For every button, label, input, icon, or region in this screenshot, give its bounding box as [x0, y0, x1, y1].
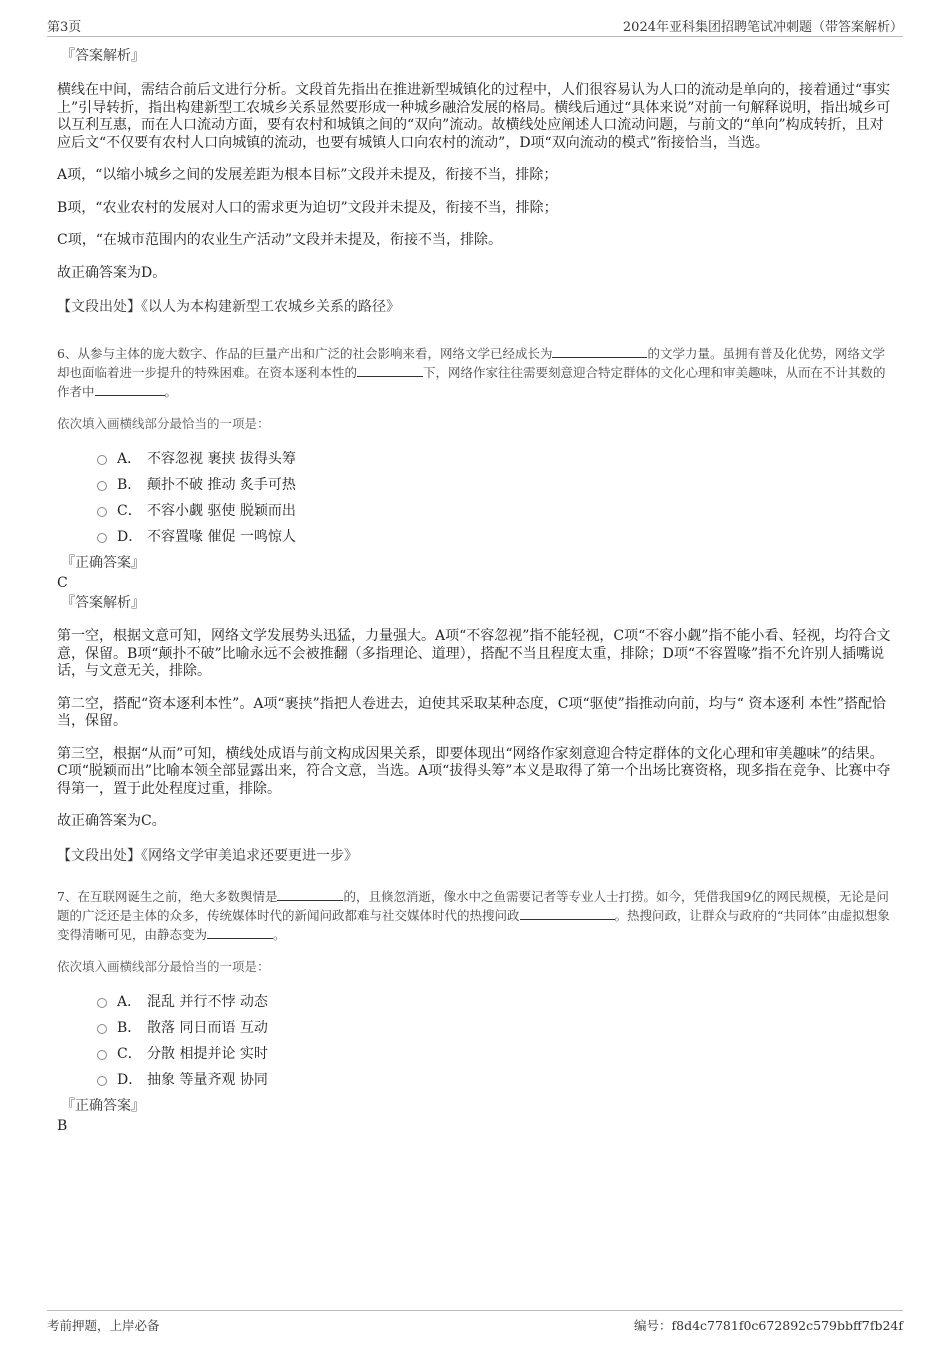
document-serial: 编号：f8d4c7781f0c672892c579bbff7fb24f	[633, 1318, 903, 1333]
radio-icon[interactable]	[97, 1024, 107, 1034]
radio-icon[interactable]	[97, 1076, 107, 1086]
page-header	[47, 14, 903, 37]
q7-option-b[interactable]: B． 散落 同日而语 互动	[97, 1014, 893, 1040]
page-number: 第3页	[47, 20, 82, 35]
q6-stem: 6、从参与主体的庞大数字、作品的巨量产出和广泛的社会影响来看，网络文学已经成长为 的文学力量。虽拥有普及化优势，网络文学却也面临着进一步提升的特殊困难。在资本逐利本性的 下，网络作家往往需要刻意迎合特定群体的文化心理和审美趣味，从而在不计其数的作者中 。	[57, 346, 886, 399]
q6-analysis-2: 第二空，搭配“资本逐利本性”。A项“裹挟”指把人卷进去，迫使其采取某种态度，C项“驱使”指推动向前，均与“ 资本逐利 本性”搭配恰当，保留。	[57, 695, 886, 729]
q5-conclusion: 故正确答案为D。	[57, 264, 167, 281]
fill-blank	[552, 345, 647, 358]
fill-blank	[357, 364, 423, 377]
footer-slogan: 考前押题，上岸必备	[47, 1318, 160, 1333]
q7-answer-tag: 『正确答案』	[61, 1097, 145, 1114]
q6-prompt: 依次填入画横线部分最恰当的一项是：	[57, 416, 270, 431]
q5-eliminate-b: B项，“农业农村的发展对人口的需求更为迫切”文段并未提及，衔接不当，排除；	[57, 199, 558, 216]
fill-blank	[207, 926, 273, 939]
radio-icon[interactable]	[97, 455, 107, 465]
q5-eliminate-c: C项，“在城市范围内的农业生产活动”文段并未提及，衔接不当，排除。	[57, 232, 503, 248]
q6-answer: C	[57, 575, 68, 591]
q6-option-b[interactable]: B． 颠扑不破 推动 炙手可热	[97, 471, 893, 497]
q5-source: 【文段出处】《以人为本构建新型工农城乡关系的路径》	[57, 299, 400, 315]
document-title: 2024年亚科集团招聘笔试冲刺题（带答案解析）	[622, 20, 903, 35]
q7-stem: 7、在互联网诞生之前，绝大多数舆情是 的，且倏忽消逝，像水中之鱼需要记者等专业人士打捞。如今，凭借我国9亿的网民规模，无论是问题的广泛还是主体的众多，传统媒体时代的新闻问政都难与社交媒体时代的热搜问政 。热搜问政，让群众与政府的“共同体”由虚拟想象变得清晰可见，由静态变为 。	[57, 888, 890, 942]
fill-blank	[520, 907, 615, 920]
q5-analysis-tag: 『答案解析』	[61, 48, 145, 64]
page-content	[57, 42, 893, 1136]
q6-source: 【文段出处】《网络文学审美追求还要更进一步》	[57, 847, 358, 864]
q6-option-d[interactable]: D． 不容置喙 催促 一鸣惊人	[97, 523, 893, 549]
q5-eliminate-a: A项，“以缩小城乡之间的发展差距为根本目标”文段并未提及，衔接不当，排除；	[57, 167, 558, 183]
q7-options	[97, 988, 893, 1092]
fill-blank	[277, 888, 343, 901]
q6-option-a[interactable]: A． 不容忽视 裹挟 拔得头筹	[97, 445, 893, 471]
q6-analysis-tag: 『答案解析』	[61, 595, 145, 611]
radio-icon[interactable]	[97, 1050, 107, 1060]
q6-analysis-1: 第一空，根据文意可知，网络文学发展势头迅猛，力量强大。A项“不容忽视”指不能轻视，C项“不容小觑”指不能小看、轻视，均符合文意，保留。B项“颠扑不破”比喻永远不会被推翻（多指理论、道理），搭配不当且程度太重，排除；D项“不容置喙”指不允许别人插嘴说话，与文意无关，排除。	[57, 628, 891, 679]
radio-icon[interactable]	[97, 533, 107, 543]
q7-option-c[interactable]: C． 分散 相提并论 实时	[97, 1040, 893, 1066]
q7-option-a[interactable]: A． 混乱 并行不悖 动态	[97, 988, 893, 1014]
q7-prompt: 依次填入画横线部分最恰当的一项是：	[57, 958, 270, 974]
radio-icon[interactable]	[97, 507, 107, 517]
q7-answer: B	[57, 1117, 68, 1134]
radio-icon[interactable]	[97, 998, 107, 1008]
page-footer	[47, 1310, 903, 1337]
radio-icon[interactable]	[97, 481, 107, 491]
q7-option-d[interactable]: D． 抽象 等量齐观 协同	[97, 1066, 893, 1092]
q6-conclusion: 故正确答案为C。	[57, 813, 166, 829]
q6-option-c[interactable]: C． 不容小觑 驱使 脱颖而出	[97, 497, 893, 523]
q6-analysis-3: 第三空，根据“从而”可知，横线处成语与前文构成因果关系，即要体现出“网络作家刻意迎合特定群体的文化心理和审美趣味”的结果。C项“脱颖而出”比喻本领全部显露出来，符合文意，当选。A项“拔得头筹”本义是取得了第一个出场比赛资格，现多指在竞争、比赛中夺得第一，置于此处程度过重，排除。	[57, 745, 891, 797]
fill-blank	[95, 383, 165, 396]
q5-analysis-paragraph: 横线在中间，需结合前后文进行分析。文段首先指出在推进新型城镇化的过程中，人们很容易认为人口的流动是单向的，接着通过“事实上”引导转折，指出构建新型工农城乡关系显然要形成一种城乡融洽发展的格局。横线后通过“具体来说”对前一句解释说明，指出城乡可以互利互惠，而在人口流动方面，要有农村和城镇之间的“双向”流动。故横线处应阐述人口流动问题，与前文的“单向”构成转折，且对应后文“不仅要有农村人口向城镇的流动，也要有城镇人口向农村的流动”，D项“双向流动的模式”衔接恰当，当选。	[57, 82, 891, 151]
q6-answer-tag: 『正确答案』	[61, 555, 145, 571]
q6-options	[97, 445, 893, 549]
